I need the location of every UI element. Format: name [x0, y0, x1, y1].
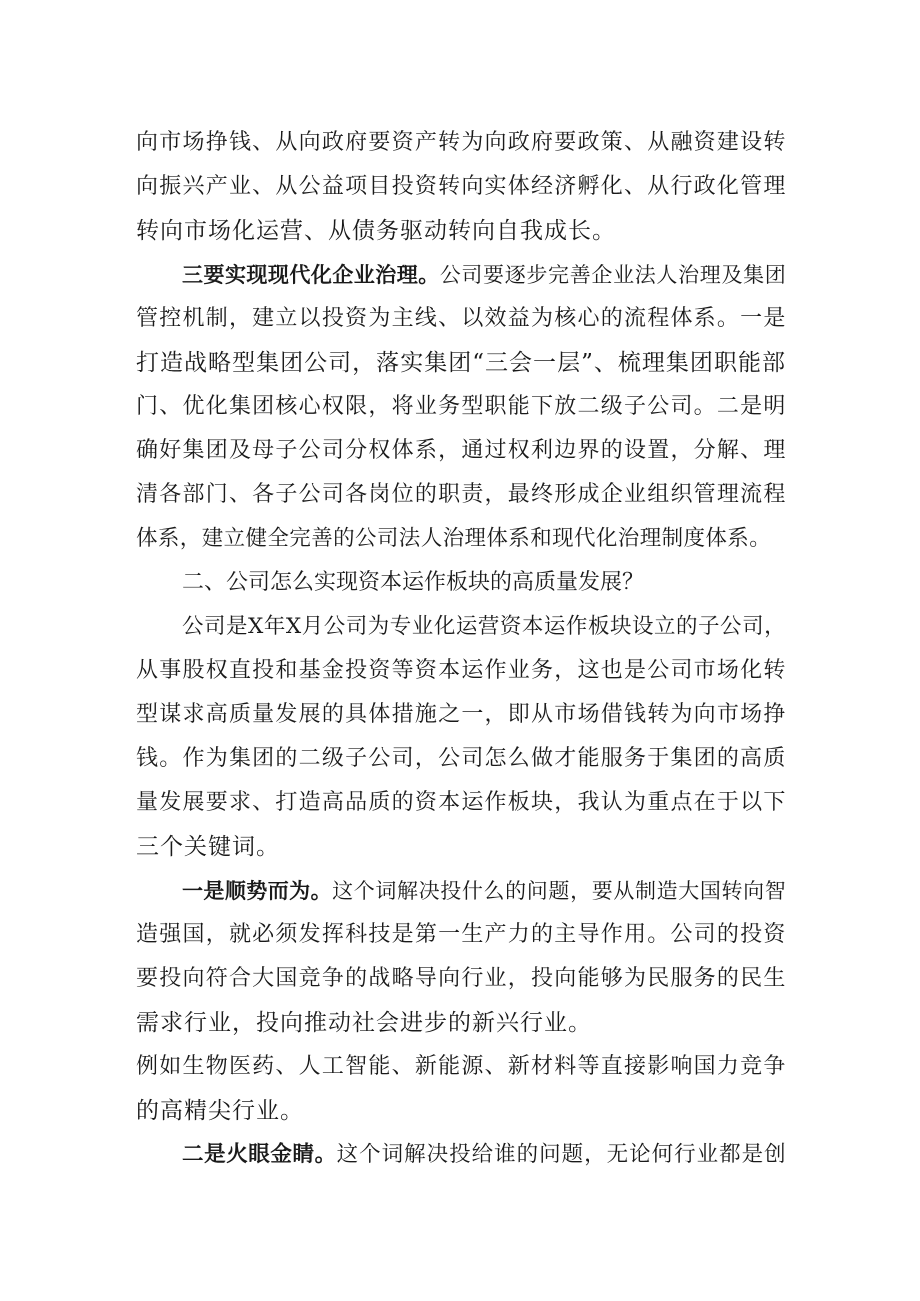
section-heading: 二、公司怎么实现资本运作板块的高质量发展？: [182, 570, 645, 595]
paragraph-text: 这个词解决投什么的问题，要从制造大国转向智: [332, 879, 786, 903]
paragraph-line: 造强国，就必须发挥科技是第一生产力的主导作用。公司的投资: [136, 922, 786, 947]
paragraph-first-line: [182, 1140, 786, 1170]
paragraph-line: 确好集团及母子公司分权体系，通过权利边界的设置，分解、理: [136, 438, 786, 463]
paragraph-line: 向市场挣钱、从向政府要资产转为向政府要政策、从融资建设转: [136, 130, 786, 155]
paragraph-lead-heading: 三要实现现代化企业治理。: [182, 263, 440, 287]
paragraph-line: 例如生物医药、人工智能、新能源、新材料等直接影响国力竞争: [136, 1054, 786, 1079]
paragraph-first-line: [182, 260, 786, 290]
paragraph-line: 钱。作为集团的二级子公司，公司怎么做才能服务于集团的高质: [136, 746, 786, 771]
paragraph-text: 公司要逐步完善企业法人治理及集团: [439, 263, 786, 287]
paragraph-line: 的高精尖行业。: [136, 1098, 304, 1124]
paragraph-line: 从事股权直投和基金投资等资本运作业务，这也是公司市场化转: [136, 658, 786, 683]
paragraph-lead-heading: 二是火眼金睛。: [182, 1142, 337, 1167]
paragraph-line: 转向市场化运营、从债务驱动转向自我成长。: [136, 218, 616, 244]
paragraph-lead-heading: 一是顺势而为。: [182, 879, 333, 903]
paragraph-line: 需求行业，投向推动社会进步的新兴行业。: [136, 1010, 592, 1036]
paragraph-line: 向振兴产业、从公益项目投资转向实体经济孵化、从行政化管理: [136, 174, 786, 199]
paragraph-line: 清各部门、各子公司各岗位的职责，最终形成企业组织管理流程: [136, 482, 786, 507]
paragraph-line: 体系，建立健全完善的公司法人治理体系和现代化治理制度体系。: [136, 526, 772, 551]
paragraph-line: 要投向符合大国竞争的战略导向行业，投向能够为民服务的民生: [136, 966, 786, 991]
paragraph-line: 三个关键词。: [136, 834, 280, 860]
paragraph-line: 打造战略型集团公司，落实集团“三会一层”、梳理集团职能部: [136, 350, 786, 376]
paragraph-text: 这个词解决投给谁的问题，无论何行业都是创: [336, 1142, 786, 1167]
paragraph-line: 门、优化集团核心权限，将业务型职能下放二级子公司。二是明: [136, 394, 786, 419]
paragraph-line: 管控机制，建立以投资为主线、以效益为核心的流程体系。一是: [136, 306, 786, 331]
paragraph-first-line: [182, 876, 786, 906]
paragraph-line: 公司是X年X月公司为专业化运营资本运作板块设立的子公司，: [182, 614, 786, 639]
paragraph-line: 型谋求高质量发展的具体措施之一，即从市场借钱转为向市场挣: [136, 702, 786, 727]
paragraph-line: 量发展要求、打造高品质的资本运作板块，我认为重点在于以下: [136, 790, 786, 815]
